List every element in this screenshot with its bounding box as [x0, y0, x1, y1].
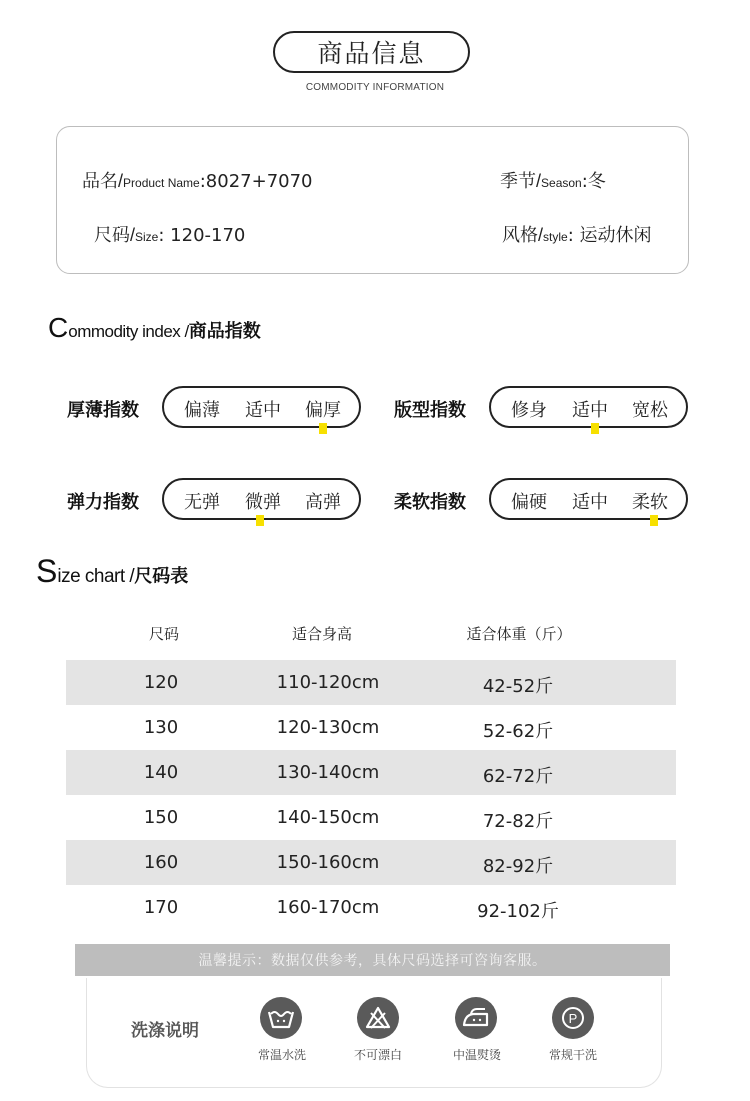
fit-index-scale [489, 386, 688, 428]
table-row: 150 140-150cm 72-82斤 [143, 807, 554, 832]
size-note-banner [75, 944, 670, 976]
dry-clean-p-icon [552, 997, 594, 1039]
thickness-index-scale [162, 386, 361, 428]
scale-option: 无弹 [184, 492, 220, 513]
scale-option: 柔软 [632, 492, 668, 513]
season-field: 季节/Season:冬 [500, 171, 606, 192]
scale-option: 高弹 [305, 492, 341, 513]
wash-caption: 不可漂白 [353, 1048, 403, 1062]
scale-option: 适中 [572, 400, 608, 421]
style-field: 风格/style: 运动休闲 [502, 225, 652, 246]
softness-index-label: 柔软指数 [394, 492, 466, 513]
commodity-index-heading: Commodity index /商品指数 [48, 312, 261, 343]
scale-option: 宽松 [632, 400, 668, 421]
thickness-index-label: 厚薄指数 [67, 400, 139, 421]
svg-text:P: P [568, 1011, 578, 1026]
product-info-card [56, 126, 689, 274]
softness-index-scale [489, 478, 688, 520]
scale-option: 偏硬 [511, 492, 547, 513]
fit-index-label: 版型指数 [394, 400, 466, 421]
page-subtitle: COMMODITY INFORMATION [305, 82, 445, 93]
selected-marker [256, 515, 264, 526]
wash-caption: 中温熨烫 [452, 1048, 502, 1062]
column-header-height: 适合身高 [291, 625, 353, 643]
size-note-text: 温馨提示：数据仅供参考，具体尺码选择可咨询客服。 [198, 953, 547, 969]
table-row: 130 120-130cm 52-62斤 [143, 717, 554, 742]
page-title: 商品信息 [317, 39, 426, 68]
no-bleach-icon [357, 997, 399, 1039]
table-row: 170 160-170cm 92-102斤 [143, 897, 559, 922]
column-header-weight: 适合体重（斤） [466, 625, 572, 643]
washing-instructions-title: 洗涤说明 [131, 1021, 199, 1041]
product-name-field: 品名/Product Name:8027+7070 [82, 171, 313, 192]
wash-caption: 常温水洗 [257, 1048, 307, 1062]
section-title-badge [273, 31, 470, 73]
wash-basin-icon [260, 997, 302, 1039]
selected-marker [319, 423, 327, 434]
table-row: 120 110-120cm 42-52斤 [66, 660, 676, 705]
elasticity-index-label: 弹力指数 [67, 492, 139, 513]
scale-option: 适中 [245, 400, 281, 421]
selected-marker [591, 423, 599, 434]
scale-option: 偏厚 [305, 400, 341, 421]
column-header-size: 尺码 [148, 625, 180, 643]
scale-option: 微弹 [245, 492, 281, 513]
scale-option: 偏薄 [184, 400, 220, 421]
table-row: 160 150-160cm 82-92斤 [66, 840, 676, 885]
size-range-field: 尺码/Size: 120-170 [94, 225, 246, 246]
table-row: 140 130-140cm 62-72斤 [66, 750, 676, 795]
selected-marker [650, 515, 658, 526]
scale-option: 修身 [511, 400, 547, 421]
size-chart-heading: Size chart /尺码表 [36, 553, 189, 589]
scale-option: 适中 [572, 492, 608, 513]
wash-caption: 常规干洗 [548, 1048, 598, 1062]
elasticity-index-scale [162, 478, 361, 520]
iron-icon [455, 997, 497, 1039]
